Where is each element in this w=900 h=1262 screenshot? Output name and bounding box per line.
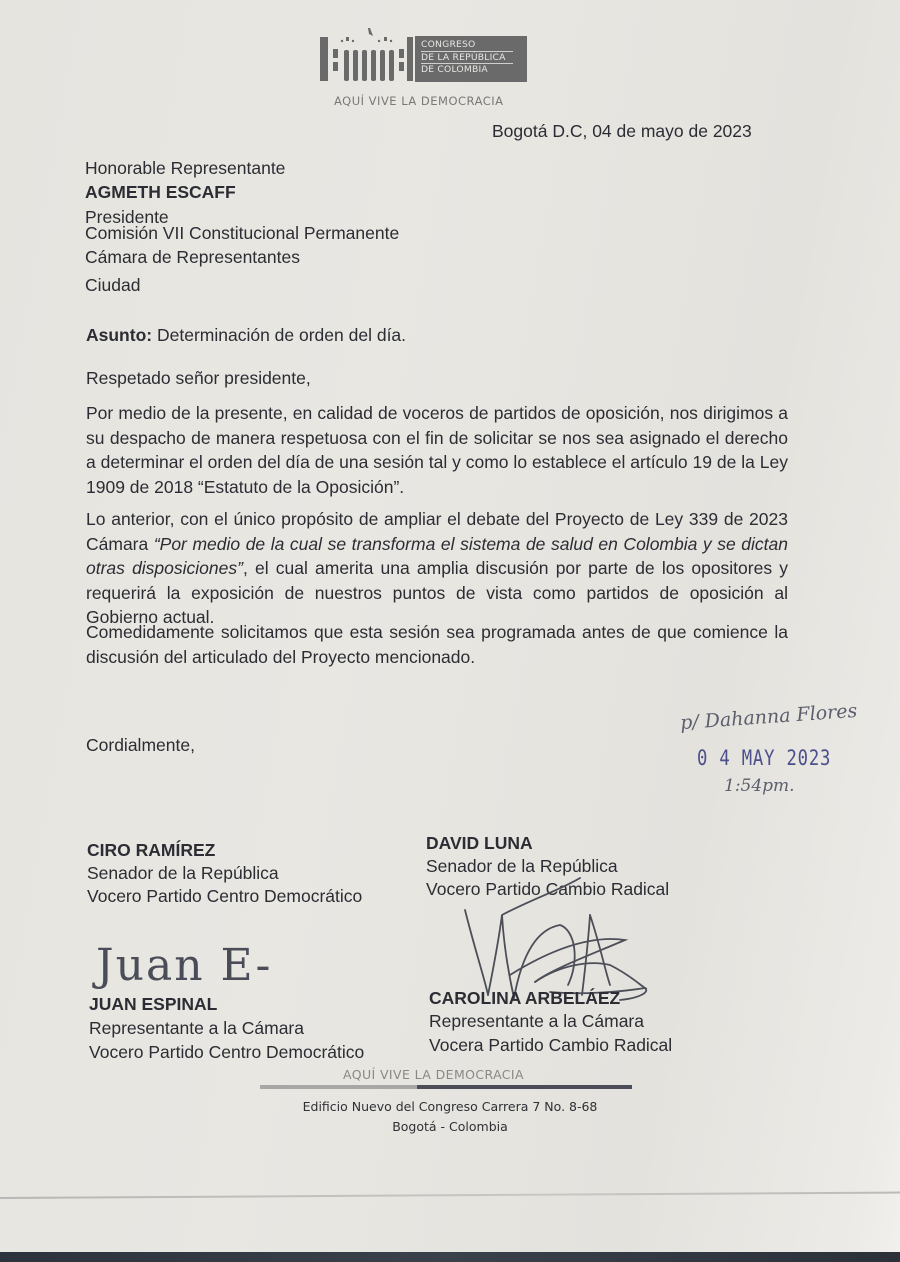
footer-city: Bogotá - Colombia [392,1119,508,1134]
date-line: Bogotá D.C, 04 de mayo de 2023 [492,121,752,141]
congress-logo [318,22,530,84]
signatory-party-role: Vocero Partido Centro Democrático [87,886,363,906]
bill-title: “Por medio de la cual se transforma el sistema de salud en Colombia y se dictan otras disposiciones” [86,533,789,578]
juan-espinal-signature: Juan E- [96,940,273,991]
body-paragraph-2 [86,507,788,630]
receipt-handwritten-name: p/ Dahanna Flores [679,699,858,735]
signatory-title: Representante a la Cámara [89,1018,304,1038]
institution-line: DE LA REPÚBLICA [421,52,513,65]
recipient-name: AGMETH ESCAFF [85,182,236,202]
signatory-name: DAVID LUNA [426,833,533,853]
page-fold-line [0,1192,900,1199]
recipient-title: Honorable Representante [85,158,286,178]
receipt-handwritten-time: 1:54pm. [724,776,795,796]
paragraph-2-text-end: , el cual amerita una amplia discusión por parte de los opositores y requerirá la exposición de nuestros puntos de vista como partidos de oposición al Gobierno actual. [86,558,788,627]
signatory-name: JUAN ESPINAL [89,994,218,1014]
signatory-party-role: Vocero Partido Centro Democrático [89,1042,365,1062]
subject-line [86,323,406,347]
paragraph-2-text: Lo anterior, con el único propósito de ampliar el debate del Proyecto de Ley 339 de 2023 Cámara [86,509,788,554]
signatory-party-role: Vocera Partido Cambio Radical [429,1035,673,1055]
signatory-title: Representante a la Cámara [429,1011,644,1031]
institution-name-box [415,36,527,82]
footer-divider-dark [417,1085,632,1089]
letterhead-tagline: AQUÍ VIVE LA DEMOCRACIA [334,94,504,108]
subject-text: Determinación de orden del día. [156,325,407,345]
signatory-title: Senador de la República [87,863,279,883]
receipt-date-stamp: 0 4 MAY 2023 [697,746,832,770]
recipient-commission: Comisión VII Constitucional Permanente [85,223,400,243]
signatory-title: Senador de la República [426,856,618,876]
footer-tagline: AQUÍ VIVE LA DEMOCRACIA [343,1067,524,1082]
congress-building-icon [318,22,414,84]
closing: Cordialmente, [86,735,195,755]
signatory-name: CIRO RAMÍREZ [87,840,216,860]
institution-line: CONGRESO [421,39,513,52]
body-paragraph-3: Comedidamente solicitamos que esta sesión sea programada antes de que comience la discusión del articulado del Proyecto mencionado. [86,622,788,667]
recipient-role: Presidente [85,207,169,227]
institution-line: DE COLOMBIA [421,64,488,75]
footer-address: Edificio Nuevo del Congreso Carrera 7 No. 8-68 [302,1099,598,1114]
desk-surface [0,1252,900,1262]
greeting: Respetado señor presidente, [86,368,311,388]
recipient-city: Ciudad [85,275,141,295]
subject-label: Asunto: [86,325,153,345]
body-paragraph-1: Por medio de la presente, en calidad de voceros de partidos de oposición, nos dirigimos a su despacho de manera respetuosa con el fin de solicitar se nos sea asignado el derecho a determinar el orden del día de una sesión tal y como lo establece el artículo 19 de la Ley 1909 de 2018 “Estatuto de la Oposición”. [86,403,788,497]
signatory-party-role: Vocero Partido Cambio Radical [426,879,670,899]
footer-divider-light [260,1085,417,1089]
signatory-name: CAROLINA ARBELÁEZ [429,988,621,1008]
recipient-chamber: Cámara de Representantes [85,247,300,267]
